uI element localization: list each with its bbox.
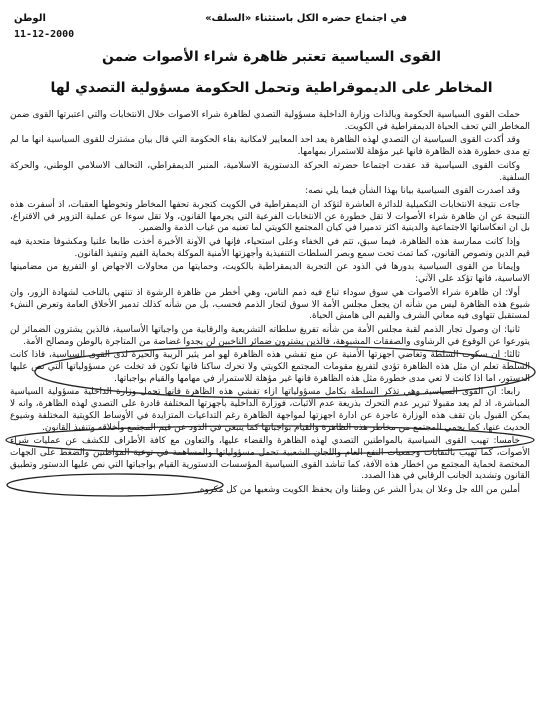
paragraph-point-2: ثانيا: ان وصول تجار الذمم لقبة مجلس الأمة من شأنه تفريغ سلطاته التشريعية والرقابية من واجباتها الأساسية، فالذين يشترون الضمائر لن يتورعوا عن الوقوع في الرشاوى والصفقات المشبوهة، فالذين يشترون ضمائر الناخبين لن يجدوا غضاضة من المتاجرة بالوطن ومصالح الأمة. bbox=[10, 324, 530, 347]
paragraph: حملت القوى السياسية الحكومة وبالذات وزارة الداخلية مسؤولية التصدي لظاهرة شراء الأصوات خلال الانتخابات والتي اعتبرتها القوى ضمن المخاطر التي تحف الحياة الديمقراطية في الكويت. bbox=[10, 110, 530, 132]
paragraph: وإيمانا من القوى السياسية بدورها في الذود عن التجربة الديمقراطية بالكويت، وحمايتها من محاولات الاجهاض او التفريغ من مضامينها الاساسية، فانها تؤكد على الآتي: bbox=[10, 262, 530, 285]
article-body bbox=[10, 110, 530, 720]
paragraph: وقد أكدت القوى السياسية ان التصدي لهذه الظاهرة يعد احد المعايير لامكانية بقاء الحكومة التي قال بيان مشترك للقوى السياسية انها ما لم تع مدى خطورة هذه الظاهرة فانها غير مؤهلة للاستمرار بمهامها. bbox=[10, 135, 530, 158]
paragraph-point-1: أولا: ان ظاهرة شراء الأصوات هي سوق سوداء تباع فيه ذمم الناس، وهي أخطر من ظاهرة الرشوة اذ تنتهي بالناخب لشهادة الزور، وان شيوع هذه الظاهرة ليس من شأنه ان يجعل مجلس الأمة الا سوق لتجار الذمم فحسب، بل من شأنه كذلك تدمير الأخلاق العامة وتعرض النشء لمستقبل تتهاوى فيه معاني الشرف والقيم الى هامش الحياة. bbox=[10, 287, 530, 322]
publication-name: الوطن bbox=[14, 13, 46, 24]
article-pretitle: في اجتماع حضره الكل باستثناء «السلف» bbox=[205, 13, 407, 24]
paragraph: وإذا كانت ممارسة هذه الظاهرة، فيما سبق، تتم في الخفاء وعلى استحياء، فإنها في الآونة الأخيرة أخذت طابعا علنيا ومكشوفا متحدية فيه قيم الدين ونصوص القانون، كما تمت تحت سمع وبصر السلطات التنفيذية وأجهزتها الأمنية الموكلة بحماية القيم وتنفيذ القانون. bbox=[10, 237, 530, 259]
headline-line-1: القوى السياسية تعتبر ظاهرة شراء الأصوات ضمن bbox=[102, 49, 441, 65]
paragraph: وكانت القوى السياسية قد عقدت اجتماعا حضرته الحركة الدستورية الاسلامية، المنبر الديمقراطي، التحالف الاسلامي الوطني، والحركة السلفية. bbox=[10, 160, 530, 183]
paragraph-point-3: ثالثا: ان سكوت السلطة وتغاضي اجهزتها الأمنية عن منع تفشي هذه الظاهرة لهو امر يثير الريبة والحيرة لدى القوى السياسية، فاذا كانت السلطة تعلم ان مثل هذه الظاهرة تؤدي لتفريغ مقومات المجتمع الكويتي ولا تحرك ساكنا فانها تكون قد تخلت عن مسؤولياتها التي نص عليها الدستور، اما اذا كانت لا تعي مدى خطورة مثل هذه الظاهرة فانها غير مؤهلة للاستمرار في مهامها والقيام بواجباتها. bbox=[10, 350, 530, 384]
paragraph-point-5: خامسا: تهيب القوى السياسية بالمواطنين التصدي لهذه الظاهرة والقضاء عليها، والتعاون مع كافة الأطراف للكشف عن عمليات شراء الأصوات، كما تهيب بالنقابات وجمعيات النفع العام واللجان الشعبية تحمل مسؤولياتها والمساهمة في توعية المواطنين والضغط على الجهات المختصة لحماية المجتمع من اخطار هذه الآفة، كما تناشد القوى السياسية المؤسسات الدستورية القيام بواجباتها التي نص عليها الدستور وتطبيق القانون وتشديد الجانب الرقابي في هذا الصدد. bbox=[10, 436, 530, 482]
clipping-header bbox=[14, 6, 525, 40]
article-headline bbox=[12, 42, 531, 104]
paragraph: جاءت نتيجة الانتخابات التكميلية للدائرة العاشرة لتؤكد ان الديمقراطية في الكويت كتجربة تحفها المخاطر وتحوطها العقبات، اذ أسفرت هذه النتيجة عن ان ظاهرة شراء الأصوات لا تقل خطورة عن الانتخابات الفرعية التي يجرمها القانون، ولا تقل سوءا عن عملية التزوير في الاقتراع، بل ان انعكاساتها الاجتماعية والدينية اكثر تدميرا في كيان المجتمع الكويتي لما تعنيه من غياب الذمة والضمير. bbox=[10, 199, 530, 234]
publication-date: 11-12-2000 bbox=[14, 29, 75, 40]
closing-paragraph: أملين من الله جل وعلا ان يدرأ الشر عن وطننا وان يحفظ الكويت وشعبها من كل مكروه. bbox=[197, 485, 520, 496]
headline-line-2: المخاطر على الديموقراطية وتحمل الحكومة مسؤولية التصدي لها bbox=[50, 80, 493, 96]
paragraph-point-4: رابعا: ان القوى السياسية وهي تذكر السلطة بكامل مسؤولياتها ازاء تفشي هذه الظاهرة فانها تحمل وزارة الداخلية مسؤولية السياسية المباشرة، اذ لم يعد مقبولا تبرير عدم التحرك بذريعة عدم الاثبات، فوزارة الداخلية بأجهزتها المختلفة قادرة على التصدي لهذه الظاهرة، وانه لا يمكن القبول بان تقف هذه الوزارة عاجزة عن ادارة اجهزتها لمواجهة الظاهرة رغم التداعيات المتزايدة في الأوساط الكويتية المختلفة وشيوع الحديث عنها، كما يحمي المجتمع من مخاطر هذه الظاهرة والقيام بواجباتها كما ينبغي في الذود عن قيم المجتمع وأخلاقه وتنفيذ القانون. bbox=[10, 387, 530, 433]
paragraph: وقد اصدرت القوى السياسية بيانا بهذا الشأن فيما يلي نصه: bbox=[305, 186, 520, 197]
